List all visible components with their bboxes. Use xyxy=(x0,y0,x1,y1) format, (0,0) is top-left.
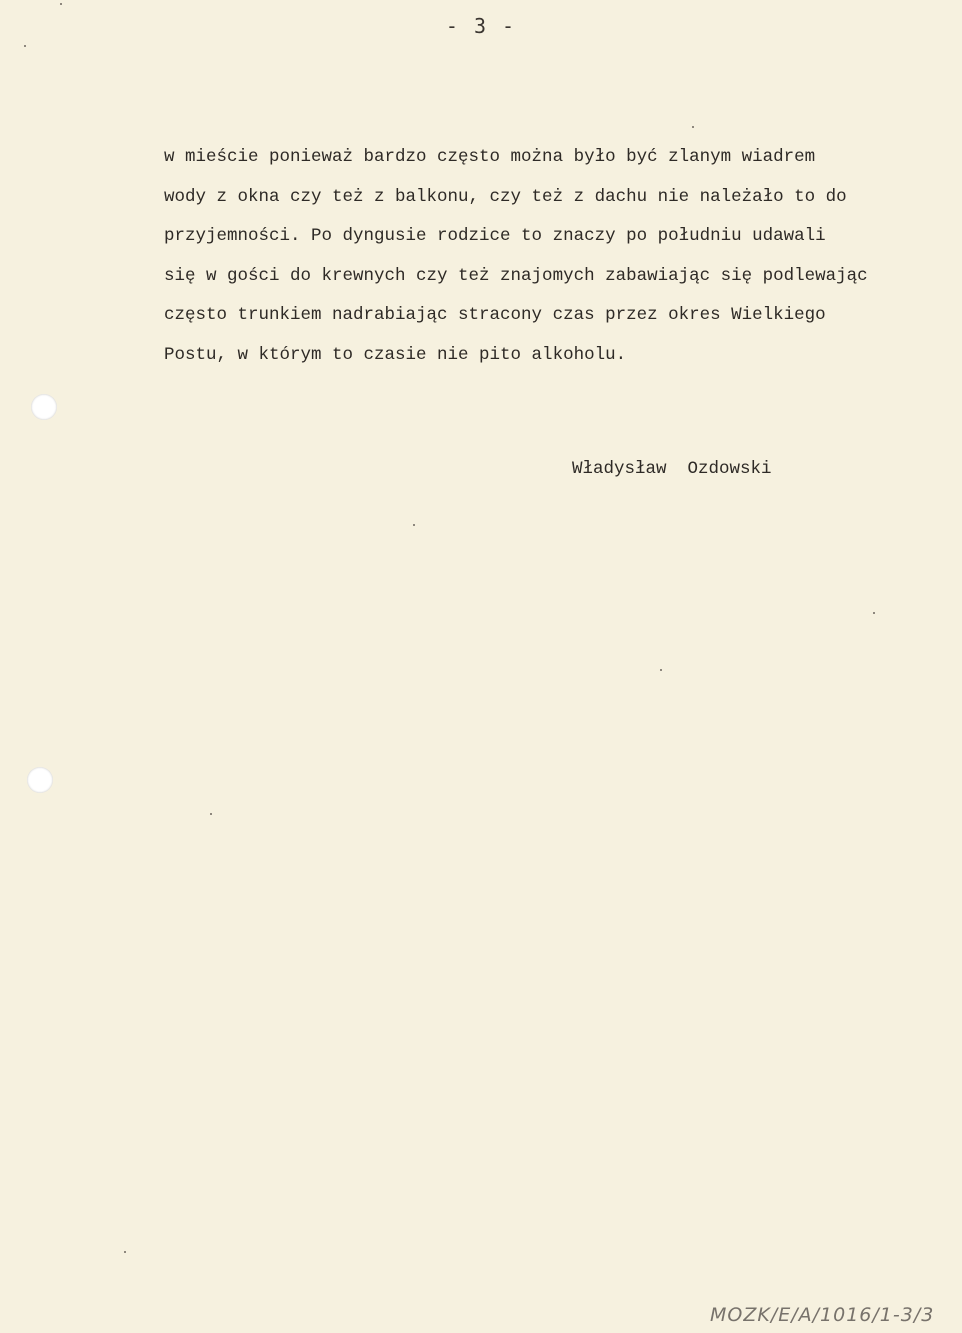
punch-hole xyxy=(31,394,57,420)
text-line: się w gości do krewnych czy też znajomych zabawiając się podlewając xyxy=(164,265,868,286)
author-signature: Władysław Ozdowski xyxy=(572,459,772,479)
body-text xyxy=(164,138,954,375)
paper-speck xyxy=(413,524,415,526)
paper-speck xyxy=(660,669,662,671)
text-line: przyjemności. Po dyngusie rodzice to znaczy po południu udawali xyxy=(164,226,826,246)
paper-speck xyxy=(210,813,212,815)
paper-speck xyxy=(873,612,875,614)
text-line: wody z okna czy też z balkonu, czy też z dachu nie należało to do xyxy=(164,186,847,207)
paper-speck xyxy=(24,45,26,47)
paper-speck xyxy=(124,1251,126,1253)
paper-speck xyxy=(692,126,694,128)
text-line: często trunkiem nadrabiając stracony czas przez okres Wielkiego xyxy=(164,305,826,325)
page-number: - 3 - xyxy=(445,14,517,38)
punch-hole xyxy=(27,767,53,793)
paper-speck xyxy=(60,3,62,5)
archive-reference-number: MOZK/E/A/1016/1-3/3 xyxy=(710,1304,935,1326)
text-line: w mieście ponieważ bardzo często można było być zlanym wiadrem xyxy=(164,147,816,167)
text-line: Postu, w którym to czasie nie pito alkoholu. xyxy=(164,344,627,365)
